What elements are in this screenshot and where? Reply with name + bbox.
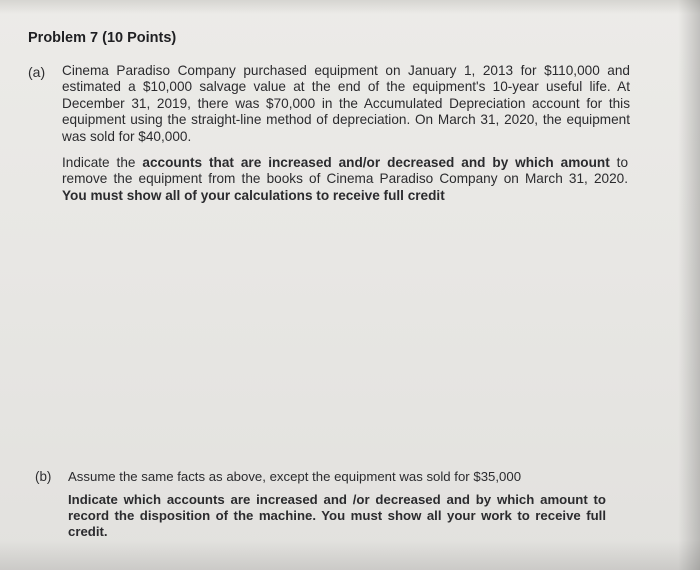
part-b-instruction-line-1: Indicate which accounts are increased and /or decreased and by which amount to	[68, 492, 606, 507]
page-bottom-shadow	[0, 540, 700, 570]
part-a-line-5: was sold for $40,000.	[62, 128, 192, 144]
part-a-line-2: estimated a $10,000 salvage value at the end of the equipment's 10-year useful life. At	[62, 79, 630, 95]
page-right-shadow	[678, 0, 700, 570]
part-b-line-1	[68, 469, 521, 485]
part-b-facts: Assume the same facts as above, except the equipment was sold for $35,000	[68, 469, 522, 484]
part-b-instruction	[68, 492, 606, 540]
part-b-label: (b)	[35, 469, 52, 484]
problem-title: Problem 7 (10 Points)	[28, 30, 177, 46]
page-top-edge	[0, 0, 700, 14]
part-a-instruction	[62, 155, 628, 204]
part-a-instruction-start: Indicate the	[62, 155, 143, 170]
part-a-instruction-bold: accounts that are increased and/or decreased and by which amount	[142, 155, 610, 170]
part-a-line-3: December 31, 2019, there was $70,000 in the Accumulated Depreciation account for this	[62, 95, 630, 111]
part-a-instruction-end: to	[609, 155, 629, 170]
part-a-problem-text	[62, 63, 630, 145]
part-a-line-4: equipment using the straight-line method of depreciation. On March 31, 2020, the equipment	[62, 112, 630, 128]
part-b-instruction-line-2: record the disposition of the machine. You must show all your work to receive full	[68, 508, 606, 523]
part-b-instruction-line-3: credit.	[68, 524, 108, 539]
part-a-line-1: Cinema Paradiso Company purchased equipment on January 1, 2013 for $110,000 and	[62, 63, 630, 78]
part-a-instruction-line-2: remove the equipment from the books of Cinema Paradiso Company on March 31, 2020.	[62, 171, 628, 187]
part-a-label: (a)	[28, 64, 46, 80]
part-a-instruction-line-1	[62, 155, 628, 171]
part-a-instruction-line-3: You must show all of your calculations to receive full credit	[62, 187, 445, 203]
